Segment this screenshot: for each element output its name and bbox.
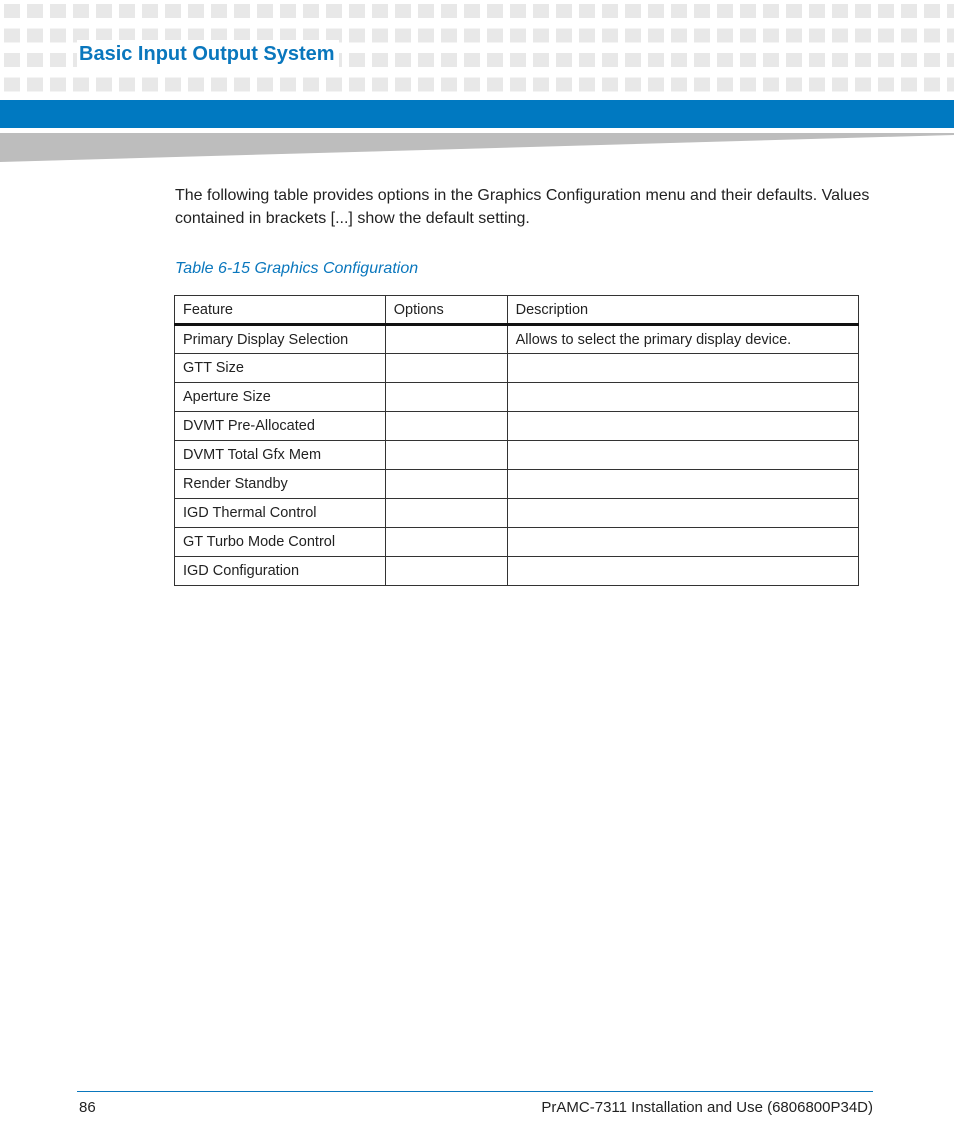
cell-description [507,383,858,412]
table-row [175,528,859,557]
cell-description [507,470,858,499]
cell-options [385,412,507,441]
cell-options [385,557,507,586]
cell-description [507,557,858,586]
table-row [175,470,859,499]
cell-feature: Aperture Size [175,383,386,412]
cell-feature: Primary Display Selection [175,325,386,354]
chapter-title: Basic Input Output System [77,40,339,68]
cell-feature: IGD Thermal Control [175,499,386,528]
cell-description [507,354,858,383]
table-caption: Table 6-15 Graphics Configuration [175,260,419,277]
table-header-row [175,296,859,325]
header-blue-band [0,100,954,128]
header-description: Description [507,296,858,325]
header-feature: Feature [175,296,386,325]
cell-options [385,354,507,383]
cell-feature: GT Turbo Mode Control [175,528,386,557]
cell-description [507,412,858,441]
cell-description [507,528,858,557]
table-row [175,557,859,586]
cell-feature: DVMT Pre-Allocated [175,412,386,441]
table-row [175,441,859,470]
graphics-configuration-table [174,295,859,586]
footer-rule [77,1091,873,1092]
cell-feature: GTT Size [175,354,386,383]
cell-description [507,441,858,470]
cell-options [385,383,507,412]
table-row [175,354,859,383]
table-row [175,412,859,441]
cell-options [385,441,507,470]
intro-paragraph: The following table provides options in the Graphics Configuration menu and their defaults. Values contained in brackets [...] show the default setting. [175,187,870,227]
table-row [175,499,859,528]
cell-options [385,499,507,528]
header-options: Options [385,296,507,325]
header-grey-wedge [0,130,954,164]
cell-description: Allows to select the primary display device. [507,325,858,354]
cell-feature: IGD Configuration [175,557,386,586]
cell-feature: Render Standby [175,470,386,499]
cell-description [507,499,858,528]
cell-options [385,325,507,354]
page-number: 86 [79,1099,96,1116]
cell-feature: DVMT Total Gfx Mem [175,441,386,470]
cell-options [385,470,507,499]
document-title: PrAMC-7311 Installation and Use (6806800P34D) [541,1099,873,1116]
table-row [175,383,859,412]
table-row [175,325,859,354]
cell-options [385,528,507,557]
